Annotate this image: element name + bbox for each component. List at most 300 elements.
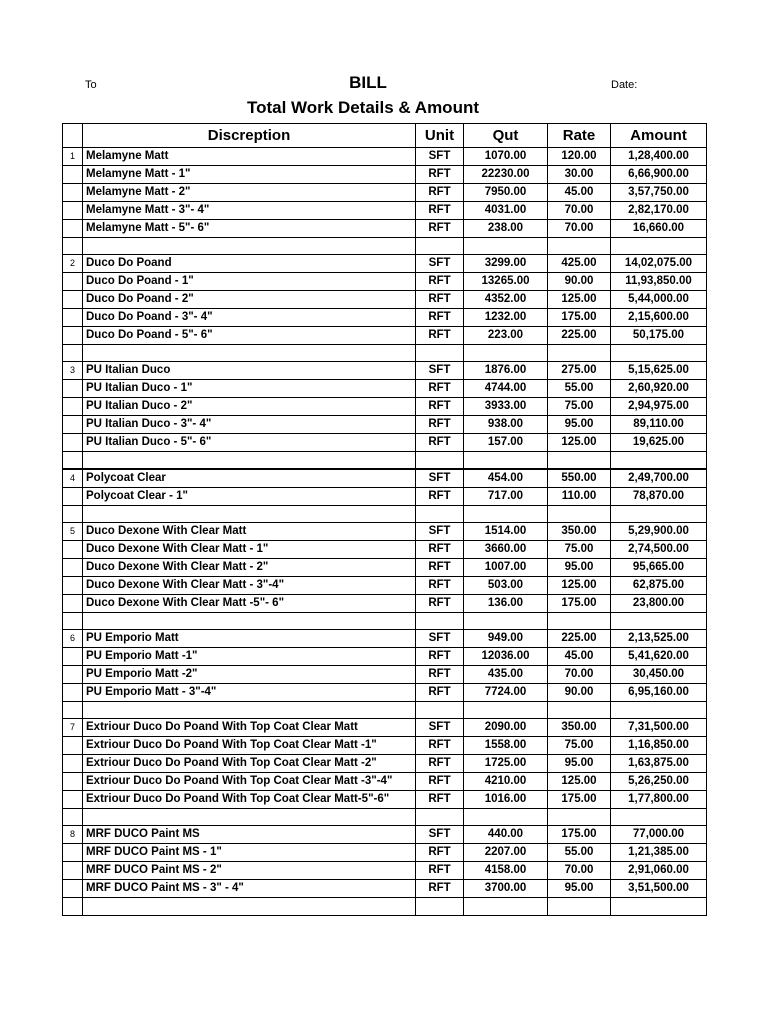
row-amount: 5,41,620.00 — [611, 648, 707, 666]
row-unit: RFT — [416, 327, 464, 345]
row-qut: 435.00 — [464, 666, 548, 684]
row-amount: 5,29,900.00 — [611, 523, 707, 541]
row-number — [63, 559, 83, 577]
row-rate: 55.00 — [548, 844, 611, 862]
row-number — [63, 309, 83, 327]
row-amount: 30,450.00 — [611, 666, 707, 684]
row-qut: 2090.00 — [464, 719, 548, 737]
row-number — [63, 327, 83, 345]
row-amount: 11,93,850.00 — [611, 273, 707, 291]
row-unit: RFT — [416, 416, 464, 434]
row-amount — [611, 613, 707, 630]
row-unit: RFT — [416, 755, 464, 773]
row-qut: 238.00 — [464, 220, 548, 238]
row-rate: 225.00 — [548, 327, 611, 345]
row-number: 7 — [63, 719, 83, 737]
table-row — [63, 791, 707, 809]
table-row — [63, 737, 707, 755]
row-amount: 5,44,000.00 — [611, 291, 707, 309]
table-row — [63, 487, 707, 505]
row-amount: 19,625.00 — [611, 434, 707, 452]
column-header-number — [63, 124, 83, 148]
row-rate: 95.00 — [548, 880, 611, 898]
row-qut: 136.00 — [464, 595, 548, 613]
row-description: PU Italian Duco - 3"- 4" — [83, 416, 416, 434]
row-description: MRF DUCO Paint MS - 1" — [83, 844, 416, 862]
row-number — [63, 613, 83, 630]
row-qut: 1016.00 — [464, 791, 548, 809]
row-rate: 95.00 — [548, 559, 611, 577]
row-rate: 125.00 — [548, 434, 611, 452]
row-qut: 1007.00 — [464, 559, 548, 577]
row-number — [63, 791, 83, 809]
row-number: 6 — [63, 630, 83, 648]
row-number: 1 — [63, 148, 83, 166]
row-qut: 440.00 — [464, 826, 548, 844]
row-description: Duco Do Poand - 1" — [83, 273, 416, 291]
row-description: PU Italian Duco - 2" — [83, 398, 416, 416]
row-qut: 503.00 — [464, 577, 548, 595]
row-rate: 175.00 — [548, 595, 611, 613]
row-rate: 550.00 — [548, 469, 611, 488]
row-qut: 4210.00 — [464, 773, 548, 791]
row-description: Extriour Duco Do Poand With Top Coat Clear Matt -3"-4" — [83, 773, 416, 791]
table-row — [63, 666, 707, 684]
row-qut: 7724.00 — [464, 684, 548, 702]
row-amount: 16,660.00 — [611, 220, 707, 238]
row-amount: 50,175.00 — [611, 327, 707, 345]
row-amount: 1,28,400.00 — [611, 148, 707, 166]
row-description: Duco Do Poand - 2" — [83, 291, 416, 309]
row-unit — [416, 898, 464, 915]
table-row — [63, 862, 707, 880]
row-description: Extriour Duco Do Poand With Top Coat Clear Matt -1" — [83, 737, 416, 755]
row-amount: 2,60,920.00 — [611, 380, 707, 398]
row-number — [63, 452, 83, 469]
row-description — [83, 345, 416, 362]
row-description: Extriour Duco Do Poand With Top Coat Clear Matt-5"-6" — [83, 791, 416, 809]
table-row — [63, 630, 707, 648]
table-row — [63, 826, 707, 844]
row-unit — [416, 809, 464, 826]
row-number — [63, 684, 83, 702]
row-amount — [611, 345, 707, 362]
bill-table — [62, 123, 707, 916]
row-description: PU Italian Duco - 5"- 6" — [83, 434, 416, 452]
table-row — [63, 613, 707, 630]
table-row — [63, 398, 707, 416]
table-row — [63, 809, 707, 826]
row-unit: RFT — [416, 880, 464, 898]
row-qut — [464, 238, 548, 255]
table-row — [63, 291, 707, 309]
row-unit — [416, 702, 464, 719]
row-qut: 1876.00 — [464, 362, 548, 380]
bill-title: BILL — [349, 73, 387, 92]
row-unit: RFT — [416, 487, 464, 505]
row-qut: 7950.00 — [464, 184, 548, 202]
row-rate: 70.00 — [548, 220, 611, 238]
row-number: 2 — [63, 255, 83, 273]
table-row — [63, 273, 707, 291]
row-unit: RFT — [416, 202, 464, 220]
table-row — [63, 202, 707, 220]
row-qut: 4352.00 — [464, 291, 548, 309]
row-rate: 275.00 — [548, 362, 611, 380]
table-row — [63, 595, 707, 613]
row-rate: 95.00 — [548, 755, 611, 773]
row-qut: 157.00 — [464, 434, 548, 452]
row-unit: RFT — [416, 791, 464, 809]
row-description: Extriour Duco Do Poand With Top Coat Clear Matt -2" — [83, 755, 416, 773]
row-unit: RFT — [416, 559, 464, 577]
table-row — [63, 452, 707, 469]
row-rate: 125.00 — [548, 291, 611, 309]
column-header-unit: Unit — [416, 124, 464, 148]
row-unit — [416, 505, 464, 522]
table-row — [63, 148, 707, 166]
row-qut — [464, 702, 548, 719]
row-rate: 350.00 — [548, 523, 611, 541]
row-rate: 175.00 — [548, 791, 611, 809]
to-label: To — [85, 79, 97, 91]
row-number — [63, 380, 83, 398]
row-rate — [548, 345, 611, 362]
row-qut: 1070.00 — [464, 148, 548, 166]
row-amount: 77,000.00 — [611, 826, 707, 844]
row-amount: 62,875.00 — [611, 577, 707, 595]
row-unit — [416, 345, 464, 362]
table-row — [63, 166, 707, 184]
row-description — [83, 898, 416, 915]
row-rate — [548, 452, 611, 469]
row-amount: 6,95,160.00 — [611, 684, 707, 702]
row-unit: RFT — [416, 380, 464, 398]
row-amount: 2,13,525.00 — [611, 630, 707, 648]
row-description: Duco Dexone With Clear Matt - 3"-4" — [83, 577, 416, 595]
row-unit: RFT — [416, 773, 464, 791]
row-number — [63, 505, 83, 522]
table-row — [63, 184, 707, 202]
table-row — [63, 898, 707, 915]
row-description — [83, 505, 416, 522]
table-row — [63, 362, 707, 380]
row-number — [63, 487, 83, 505]
row-unit: SFT — [416, 148, 464, 166]
row-qut: 13265.00 — [464, 273, 548, 291]
table-row — [63, 505, 707, 522]
row-unit: RFT — [416, 862, 464, 880]
row-description — [83, 809, 416, 826]
row-rate — [548, 898, 611, 915]
row-unit — [416, 613, 464, 630]
date-label: Date: — [611, 79, 638, 91]
row-number — [63, 737, 83, 755]
row-rate: 55.00 — [548, 380, 611, 398]
row-number — [63, 398, 83, 416]
row-unit: RFT — [416, 434, 464, 452]
row-amount: 1,16,850.00 — [611, 737, 707, 755]
row-number — [63, 184, 83, 202]
table-row — [63, 380, 707, 398]
row-number: 8 — [63, 826, 83, 844]
row-rate: 70.00 — [548, 666, 611, 684]
row-amount: 14,02,075.00 — [611, 255, 707, 273]
row-number — [63, 862, 83, 880]
row-description: MRF DUCO Paint MS - 3" - 4" — [83, 880, 416, 898]
row-number — [63, 809, 83, 826]
row-description — [83, 613, 416, 630]
row-description: PU Emporio Matt -1" — [83, 648, 416, 666]
row-rate: 120.00 — [548, 148, 611, 166]
row-amount — [611, 702, 707, 719]
row-qut: 22230.00 — [464, 166, 548, 184]
row-unit: SFT — [416, 826, 464, 844]
row-qut: 4744.00 — [464, 380, 548, 398]
row-number — [63, 648, 83, 666]
row-qut — [464, 452, 548, 469]
row-unit: RFT — [416, 684, 464, 702]
row-number — [63, 434, 83, 452]
row-amount: 2,49,700.00 — [611, 469, 707, 488]
row-amount: 5,15,625.00 — [611, 362, 707, 380]
row-qut: 949.00 — [464, 630, 548, 648]
table-row — [63, 220, 707, 238]
table-row — [63, 684, 707, 702]
row-amount: 2,15,600.00 — [611, 309, 707, 327]
row-qut: 4158.00 — [464, 862, 548, 880]
table-row — [63, 577, 707, 595]
column-header-rate: Rate — [548, 124, 611, 148]
row-rate: 90.00 — [548, 684, 611, 702]
table-row — [63, 702, 707, 719]
row-rate: 125.00 — [548, 773, 611, 791]
row-unit — [416, 452, 464, 469]
row-qut: 1558.00 — [464, 737, 548, 755]
row-amount: 7,31,500.00 — [611, 719, 707, 737]
row-number — [63, 898, 83, 915]
row-qut: 1232.00 — [464, 309, 548, 327]
row-unit: SFT — [416, 523, 464, 541]
column-header-qut: Qut — [464, 124, 548, 148]
row-description: PU Emporio Matt - 3"-4" — [83, 684, 416, 702]
row-number — [63, 880, 83, 898]
row-description: Polycoat Clear - 1" — [83, 487, 416, 505]
row-unit — [416, 238, 464, 255]
row-number — [63, 577, 83, 595]
row-unit: SFT — [416, 362, 464, 380]
table-row — [63, 416, 707, 434]
row-number — [63, 666, 83, 684]
row-qut: 717.00 — [464, 487, 548, 505]
bill-body — [63, 148, 707, 916]
table-row — [63, 719, 707, 737]
row-amount: 1,77,800.00 — [611, 791, 707, 809]
table-row — [63, 880, 707, 898]
row-description: Duco Dexone With Clear Matt — [83, 523, 416, 541]
row-description: Duco Do Poand - 5"- 6" — [83, 327, 416, 345]
row-amount: 2,94,975.00 — [611, 398, 707, 416]
row-qut: 1514.00 — [464, 523, 548, 541]
row-unit: SFT — [416, 630, 464, 648]
row-qut: 3660.00 — [464, 541, 548, 559]
row-amount: 3,57,750.00 — [611, 184, 707, 202]
row-unit: RFT — [416, 737, 464, 755]
row-number: 5 — [63, 523, 83, 541]
row-description: Duco Do Poand — [83, 255, 416, 273]
row-rate — [548, 809, 611, 826]
row-rate — [548, 505, 611, 522]
row-description: Melamyne Matt - 1" — [83, 166, 416, 184]
row-description: Melamyne Matt - 3"- 4" — [83, 202, 416, 220]
row-amount: 89,110.00 — [611, 416, 707, 434]
table-row — [63, 648, 707, 666]
row-amount: 2,82,170.00 — [611, 202, 707, 220]
row-qut: 2207.00 — [464, 844, 548, 862]
row-qut: 223.00 — [464, 327, 548, 345]
row-number — [63, 702, 83, 719]
row-amount: 23,800.00 — [611, 595, 707, 613]
row-qut: 938.00 — [464, 416, 548, 434]
row-qut: 3700.00 — [464, 880, 548, 898]
table-row — [63, 773, 707, 791]
row-number — [63, 541, 83, 559]
row-amount: 1,63,875.00 — [611, 755, 707, 773]
column-header-amount: Amount — [611, 124, 707, 148]
row-rate: 75.00 — [548, 541, 611, 559]
row-unit: RFT — [416, 220, 464, 238]
row-amount — [611, 452, 707, 469]
row-description: MRF DUCO Paint MS - 2" — [83, 862, 416, 880]
row-amount — [611, 238, 707, 255]
row-amount: 5,26,250.00 — [611, 773, 707, 791]
row-rate: 350.00 — [548, 719, 611, 737]
row-unit: RFT — [416, 166, 464, 184]
row-amount: 1,21,385.00 — [611, 844, 707, 862]
row-description: PU Italian Duco — [83, 362, 416, 380]
row-amount: 6,66,900.00 — [611, 166, 707, 184]
table-row — [63, 523, 707, 541]
row-unit: RFT — [416, 398, 464, 416]
row-rate: 45.00 — [548, 184, 611, 202]
row-description: PU Emporio Matt — [83, 630, 416, 648]
row-description: Duco Dexone With Clear Matt -5"- 6" — [83, 595, 416, 613]
table-row — [63, 844, 707, 862]
row-number: 4 — [63, 469, 83, 488]
row-number — [63, 166, 83, 184]
row-description: PU Emporio Matt -2" — [83, 666, 416, 684]
row-unit: RFT — [416, 291, 464, 309]
row-qut — [464, 898, 548, 915]
row-description — [83, 702, 416, 719]
row-number — [63, 220, 83, 238]
row-rate: 125.00 — [548, 577, 611, 595]
row-unit: SFT — [416, 255, 464, 273]
row-number — [63, 595, 83, 613]
row-qut — [464, 345, 548, 362]
row-amount — [611, 809, 707, 826]
row-rate: 75.00 — [548, 398, 611, 416]
row-description: Melamyne Matt - 2" — [83, 184, 416, 202]
row-rate — [548, 238, 611, 255]
row-rate: 75.00 — [548, 737, 611, 755]
row-rate — [548, 613, 611, 630]
row-unit: RFT — [416, 309, 464, 327]
row-qut: 3299.00 — [464, 255, 548, 273]
row-description: Duco Dexone With Clear Matt - 1" — [83, 541, 416, 559]
row-qut: 3933.00 — [464, 398, 548, 416]
page-title: Total Work Details & Amount — [246, 98, 480, 117]
row-amount: 95,665.00 — [611, 559, 707, 577]
row-unit: RFT — [416, 844, 464, 862]
table-row — [63, 469, 707, 488]
row-qut — [464, 809, 548, 826]
row-rate: 175.00 — [548, 826, 611, 844]
row-unit: RFT — [416, 541, 464, 559]
row-number — [63, 416, 83, 434]
row-rate: 425.00 — [548, 255, 611, 273]
row-description: Melamyne Matt - 5"- 6" — [83, 220, 416, 238]
row-rate: 110.00 — [548, 487, 611, 505]
row-amount — [611, 898, 707, 915]
row-rate: 45.00 — [548, 648, 611, 666]
row-number — [63, 844, 83, 862]
row-qut: 12036.00 — [464, 648, 548, 666]
table-row — [63, 255, 707, 273]
row-description: Melamyne Matt — [83, 148, 416, 166]
row-number — [63, 238, 83, 255]
row-rate — [548, 702, 611, 719]
row-amount — [611, 505, 707, 522]
row-rate: 30.00 — [548, 166, 611, 184]
row-rate: 175.00 — [548, 309, 611, 327]
table-row — [63, 238, 707, 255]
row-number: 3 — [63, 362, 83, 380]
row-description: Polycoat Clear — [83, 469, 416, 488]
row-rate: 70.00 — [548, 202, 611, 220]
row-description — [83, 452, 416, 469]
row-number — [63, 773, 83, 791]
row-number — [63, 202, 83, 220]
table-row — [63, 345, 707, 362]
row-amount: 2,74,500.00 — [611, 541, 707, 559]
row-unit: RFT — [416, 666, 464, 684]
row-number — [63, 755, 83, 773]
row-rate: 90.00 — [548, 273, 611, 291]
column-header-description: Discreption — [83, 124, 416, 148]
row-rate: 225.00 — [548, 630, 611, 648]
table-row — [63, 541, 707, 559]
row-description — [83, 238, 416, 255]
row-number — [63, 273, 83, 291]
row-unit: RFT — [416, 595, 464, 613]
row-unit: RFT — [416, 184, 464, 202]
row-description: Duco Do Poand - 3"- 4" — [83, 309, 416, 327]
row-number — [63, 345, 83, 362]
row-description: Extriour Duco Do Poand With Top Coat Clear Matt — [83, 719, 416, 737]
row-description: PU Italian Duco - 1" — [83, 380, 416, 398]
header-row — [63, 124, 707, 148]
table-row — [63, 755, 707, 773]
row-amount: 78,870.00 — [611, 487, 707, 505]
row-unit: RFT — [416, 577, 464, 595]
row-rate: 95.00 — [548, 416, 611, 434]
row-unit: RFT — [416, 648, 464, 666]
row-number — [63, 291, 83, 309]
row-rate: 70.00 — [548, 862, 611, 880]
table-row — [63, 559, 707, 577]
row-amount: 3,51,500.00 — [611, 880, 707, 898]
